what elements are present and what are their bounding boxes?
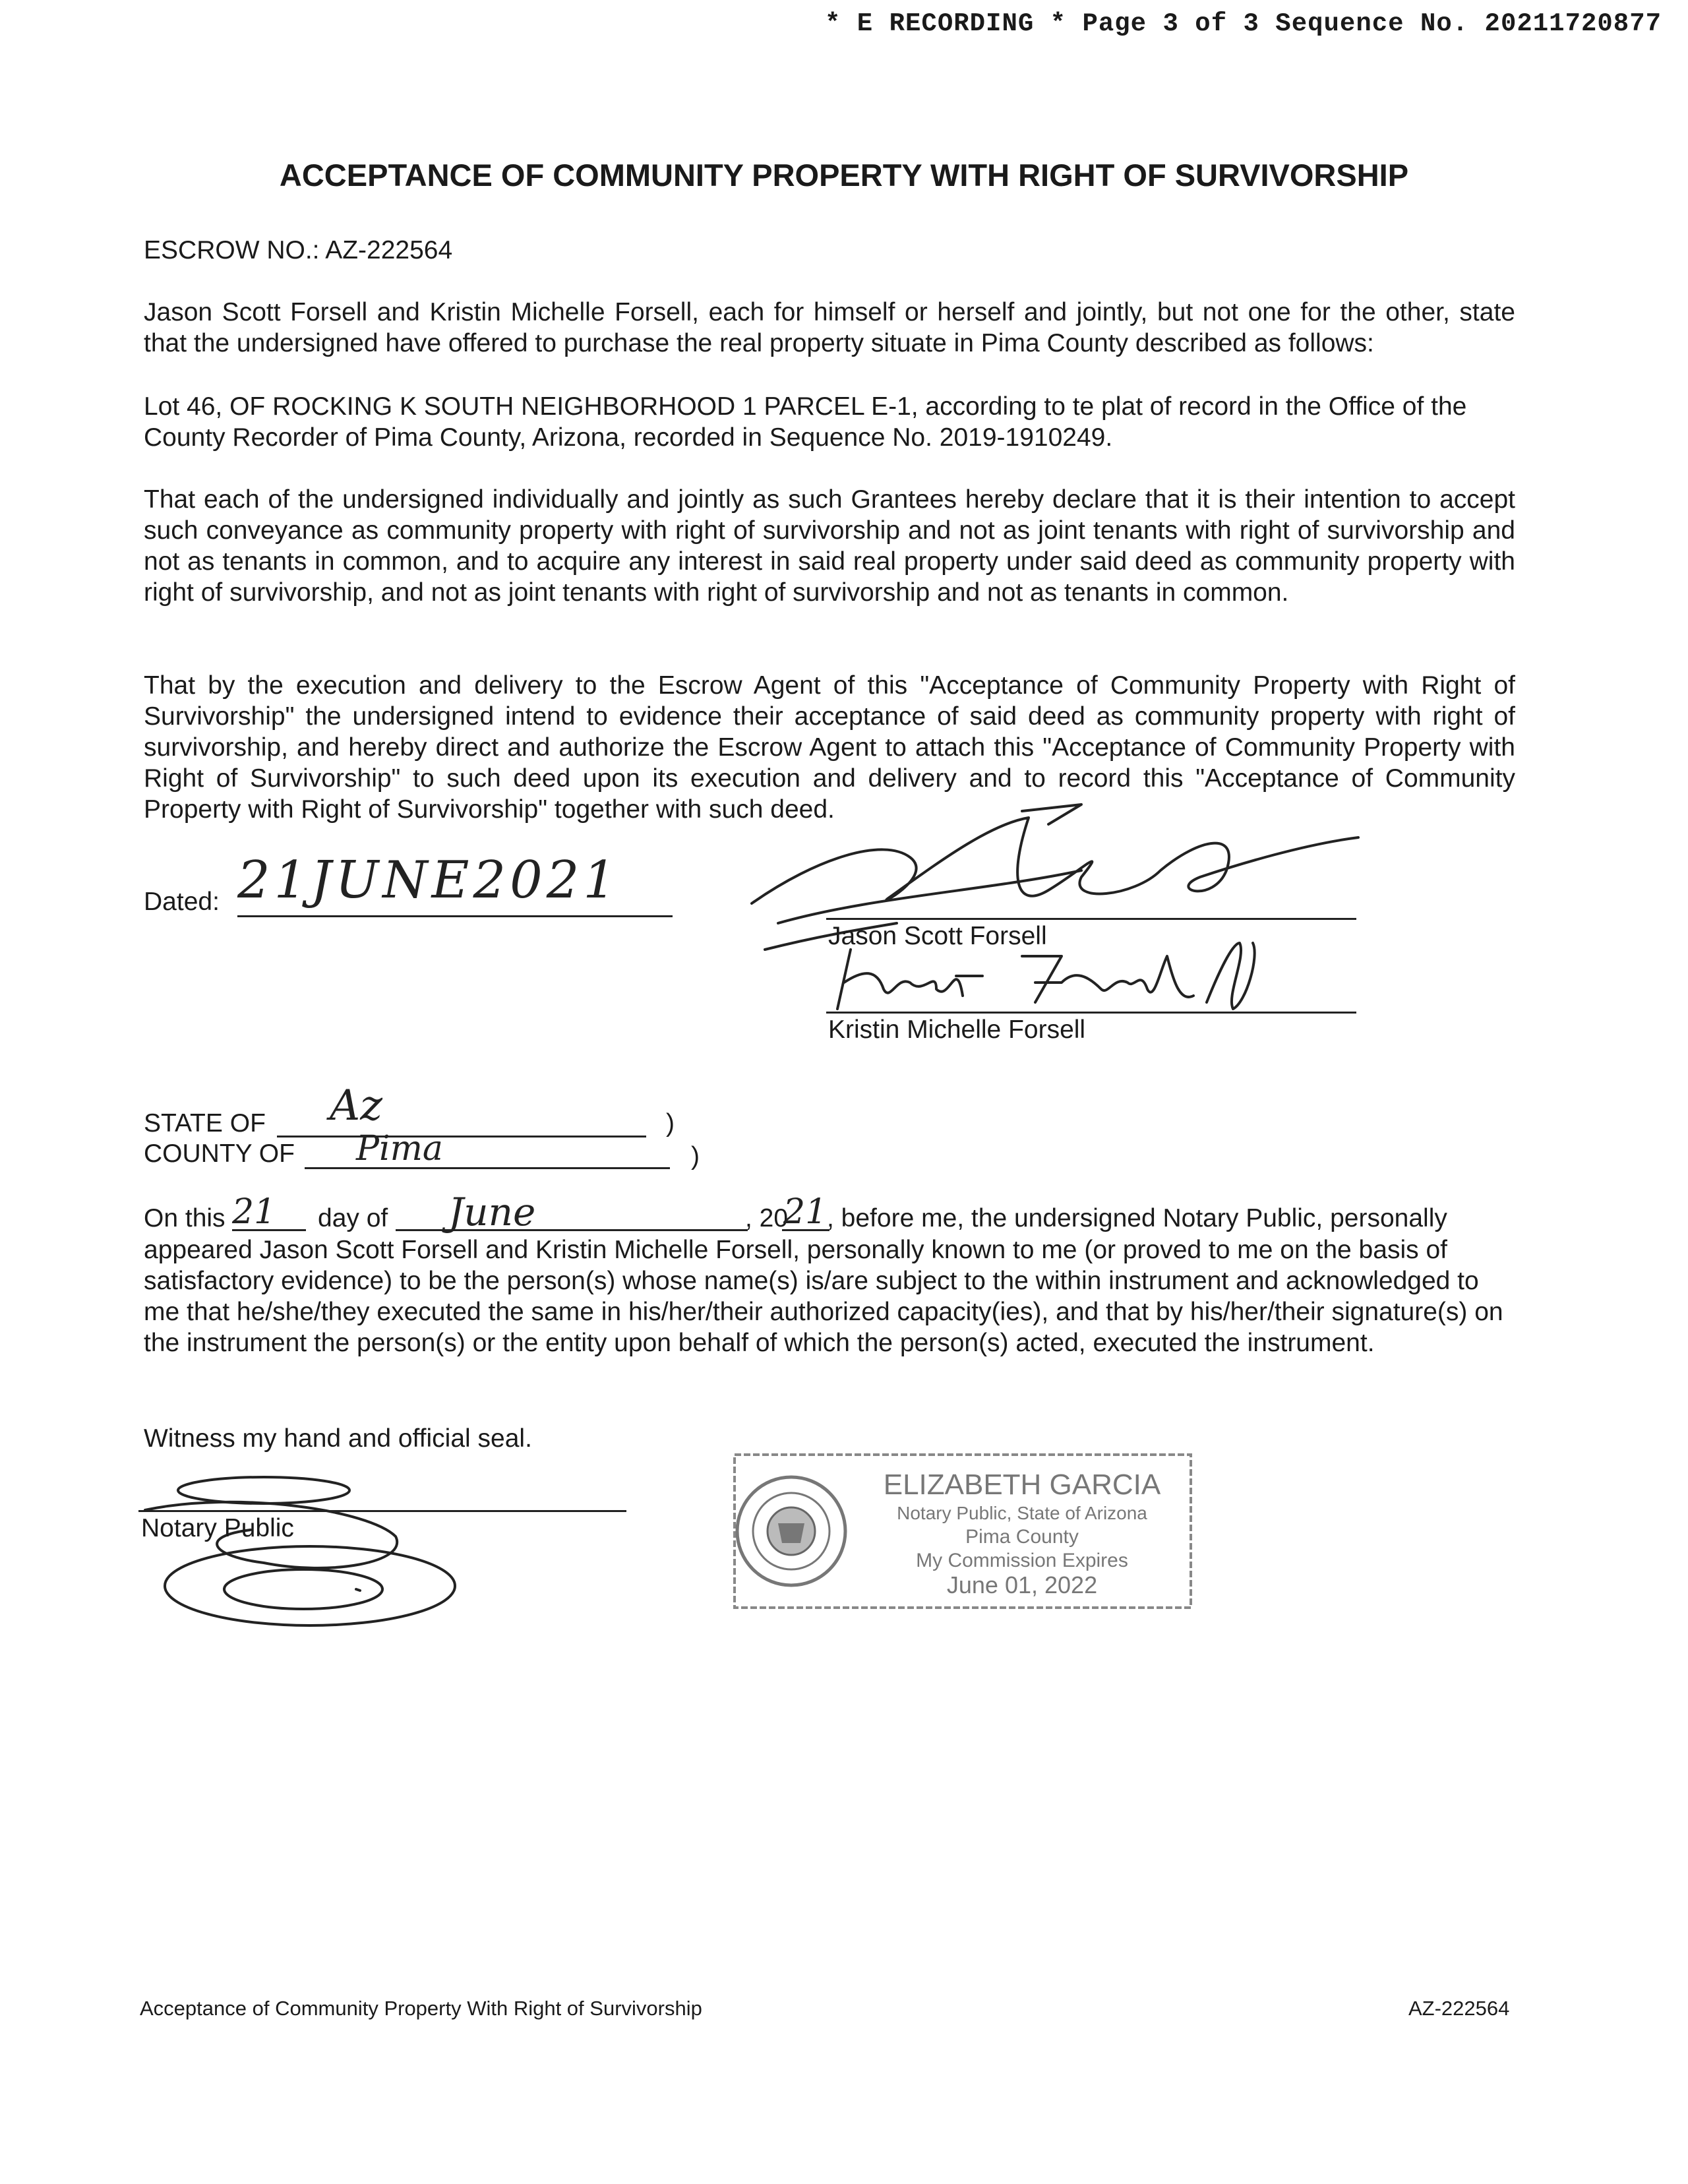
- acknowledgment-line1-rest: , before me, the undersigned Notary Public, personally: [827, 1204, 1447, 1232]
- notary-stamp: [725, 1444, 1200, 1642]
- signature-line-kristin: [826, 1012, 1356, 1014]
- notary-signature: [132, 1464, 501, 1635]
- month-line: [396, 1229, 748, 1231]
- witness-statement: Witness my hand and official seal.: [144, 1424, 532, 1453]
- month-value: June: [448, 1190, 536, 1234]
- stamp-line5: June 01, 2022: [946, 1571, 1098, 1598]
- acknowledgment-body: appeared Jason Scott Forsell and Kristin Michelle Forsell, personally known to me (or proved to me on the basis of satisfactory evidence) to be the person(s) whose name(s) is/are subject to the within instrument and acknowledged to me that he/she/they executed the same in his/her/their authorized capacity(ies), and that by his/her/their signature(s) on the instrument the person(s) or the entity upon behalf of which the person(s) acted, executed the instrument.: [144, 1236, 1503, 1357]
- on-this-label: On this: [144, 1204, 226, 1232]
- footer-right: AZ-222564: [1408, 1997, 1510, 2020]
- day-of-label: day of: [318, 1204, 388, 1232]
- day-value: 21: [232, 1192, 276, 1232]
- paragraph-legal-description: Lot 46, OF ROCKING K SOUTH NEIGHBORHOOD 1 PARCEL E-1, according to te plat of record in the Office of the County Recorder of Pima County, Arizona, recorded in Sequence No. 2019-1910249.: [144, 392, 1467, 452]
- state-line: [277, 1136, 646, 1138]
- document-title: ACCEPTANCE OF COMMUNITY PROPERTY WITH RIGHT OF SURVIVORSHIP: [279, 158, 1409, 193]
- signature-line-jason: [826, 918, 1356, 920]
- year-prefix: , 20: [745, 1204, 789, 1232]
- year-value: 21: [783, 1192, 828, 1232]
- kristin-signature: [824, 930, 1286, 1029]
- stamp-name: ELIZABETH GARCIA: [883, 1469, 1161, 1501]
- year-line: [782, 1229, 829, 1231]
- stamp-line3: Pima County: [965, 1526, 1079, 1548]
- dated-handwritten-value: 21JUNE2021: [237, 851, 620, 910]
- day-line: [232, 1229, 306, 1231]
- paragraph-purchasers: Jason Scott Forsell and Kristin Michelle Forsell, each for himself or herself and jointly, but not one for the other, state that the undersigned have offered to purchase the real property situate in Pima County described as follows:: [144, 298, 1515, 357]
- county-line: [305, 1167, 670, 1169]
- county-value: Pima: [356, 1129, 443, 1168]
- state-paren: ): [666, 1109, 675, 1138]
- state-value: Az: [330, 1081, 382, 1130]
- escrow-number: ESCROW NO.: AZ-222564: [144, 236, 453, 264]
- stamp-line4: My Commission Expires: [916, 1550, 1128, 1571]
- dated-label: Dated:: [144, 888, 220, 916]
- stamp-line2: Notary Public, State of Arizona: [897, 1503, 1147, 1523]
- recording-header: * E RECORDING * Page 3 of 3 Sequence No. 20211720877: [825, 9, 1662, 38]
- signatory-jason: Jason Scott Forsell: [828, 922, 1047, 950]
- county-label: COUNTY OF: [144, 1139, 295, 1168]
- paragraph-execution: That by the execution and delivery to the Escrow Agent of this "Acceptance of Community Property with Right of Survivorship" the undersigned intend to evidence their acceptance of said deed as community property with right of survivorship, and hereby direct and authorize the Escrow Agent to attach this "Acceptance of Community Property with Right of Survivorship" to such deed upon its execution and delivery and to record this "Acceptance of Community Property with Right of Survivorship" together with such deed.: [144, 671, 1515, 824]
- dated-line: [237, 915, 673, 917]
- notary-public-label: Notary Public: [141, 1514, 294, 1542]
- county-paren: ): [691, 1142, 700, 1170]
- state-label: STATE OF: [144, 1109, 266, 1138]
- footer-left: Acceptance of Community Property With Right of Survivorship: [140, 1997, 702, 2020]
- paragraph-intention: That each of the undersigned individually and jointly as such Grantees hereby declare that it is their intention to accept such conveyance as community property with right of survivorship and not as joint tenants with right of survivorship and not as tenants in common, and to acquire any interest in said real property under said deed as community property with right of survivorship, and not as joint tenants with right of survivorship and not as tenants in common.: [144, 485, 1515, 607]
- signatory-kristin: Kristin Michelle Forsell: [828, 1016, 1086, 1044]
- notary-line: [138, 1510, 626, 1512]
